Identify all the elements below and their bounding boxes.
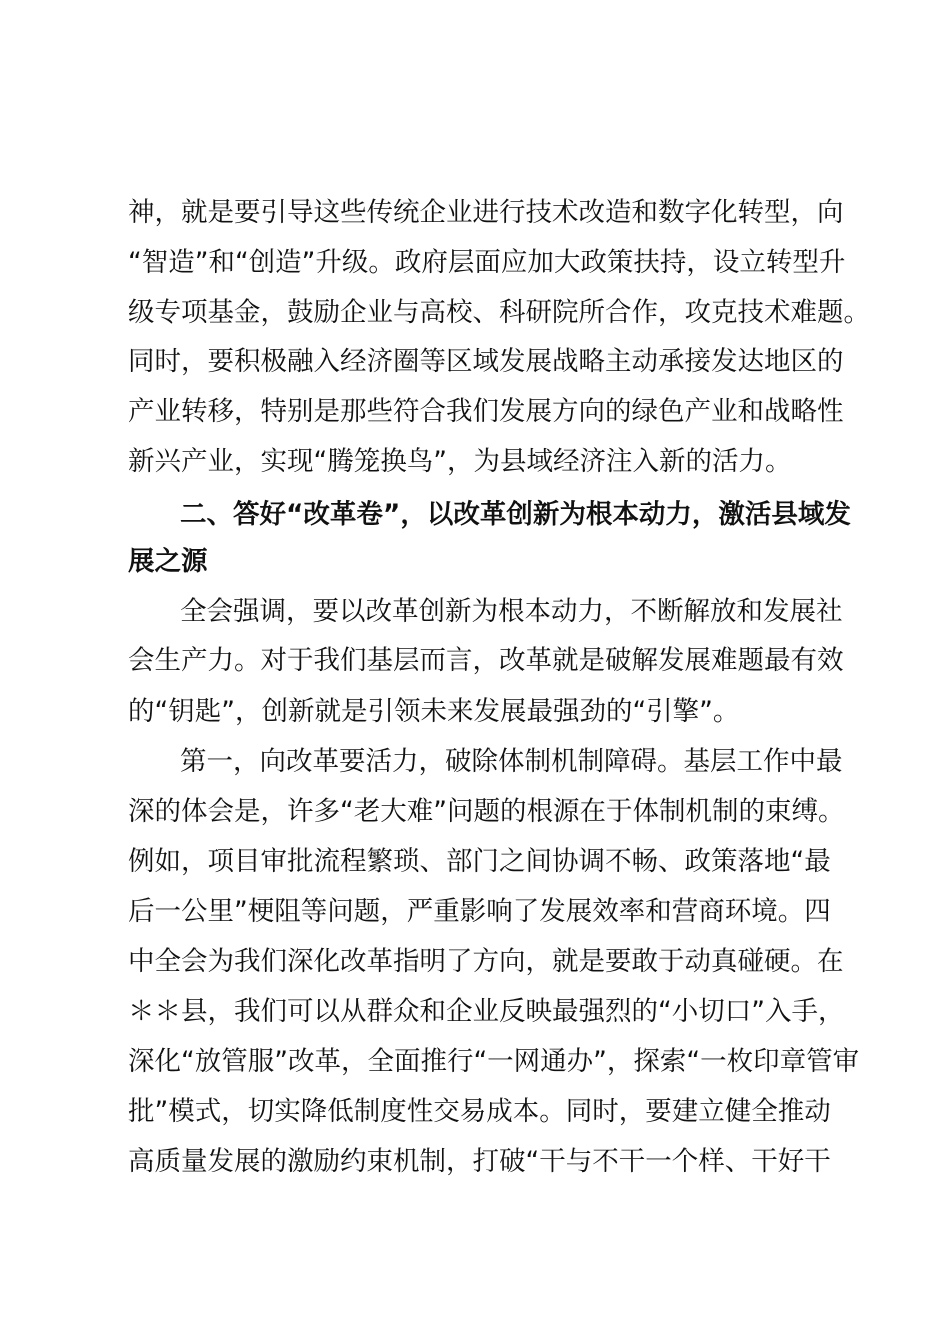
body-text-line: 第一，向改革要活力，破除体制机制障碍。基层工作中最 bbox=[180, 746, 843, 777]
body-text-line: 例如，项目审批流程繁琐、部门之间协调不畅、政策落地“最 bbox=[128, 846, 831, 877]
body-text-line: 深化“放管服”改革，全面推行“一网通办”，探索“一枚印章管审 bbox=[128, 1046, 860, 1077]
body-text-line: 新兴产业，实现“腾笼换鸟”，为县域经济注入新的活力。 bbox=[128, 446, 792, 477]
section-heading: 二、答好“改革卷”，以改革创新为根本动力，激活县域发 bbox=[180, 499, 851, 530]
body-text-line: 批”模式，切实降低制度性交易成本。同时，要建立健全推动 bbox=[128, 1096, 831, 1127]
body-text-line: 高质量发展的激励约束机制，打破“干与不干一个样、干好干 bbox=[128, 1146, 831, 1177]
body-text-line: 全会强调，要以改革创新为根本动力，不断解放和发展社 bbox=[180, 596, 843, 627]
body-text-line: 产业转移，特别是那些符合我们发展方向的绿色产业和战略性 bbox=[128, 396, 844, 427]
body-text-line: 会生产力。对于我们基层而言，改革就是破解发展难题最有效 bbox=[128, 645, 844, 676]
body-text-line: 中全会为我们深化改革指明了方向，就是要敢于动真碰硬。在 bbox=[128, 946, 844, 977]
body-text-line: “智造”和“创造”升级。政府层面应加大政策扶持，设立转型升 bbox=[128, 247, 846, 278]
body-text-line: 级专项基金，鼓励企业与高校、科研院所合作，攻克技术难题。 bbox=[128, 297, 870, 328]
body-text-line: 的“钥匙”，创新就是引领未来发展最强劲的“引擎”。 bbox=[128, 696, 740, 727]
body-text-line: 同时，要积极融入经济圈等区域发展战略主动承接发达地区的 bbox=[128, 346, 844, 377]
body-text-line: 后一公里”梗阻等问题，严重影响了发展效率和营商环境。四 bbox=[128, 896, 831, 927]
body-text-line: ＊＊县，我们可以从群众和企业反映最强烈的“小切口”入手， bbox=[128, 996, 845, 1027]
body-text-line: 深的体会是，许多“老大难”问题的根源在于体制机制的束缚。 bbox=[128, 796, 845, 827]
section-heading-continued: 展之源 bbox=[128, 546, 208, 577]
body-text-line: 神，就是要引导这些传统企业进行技术改造和数字化转型，向 bbox=[128, 197, 844, 228]
